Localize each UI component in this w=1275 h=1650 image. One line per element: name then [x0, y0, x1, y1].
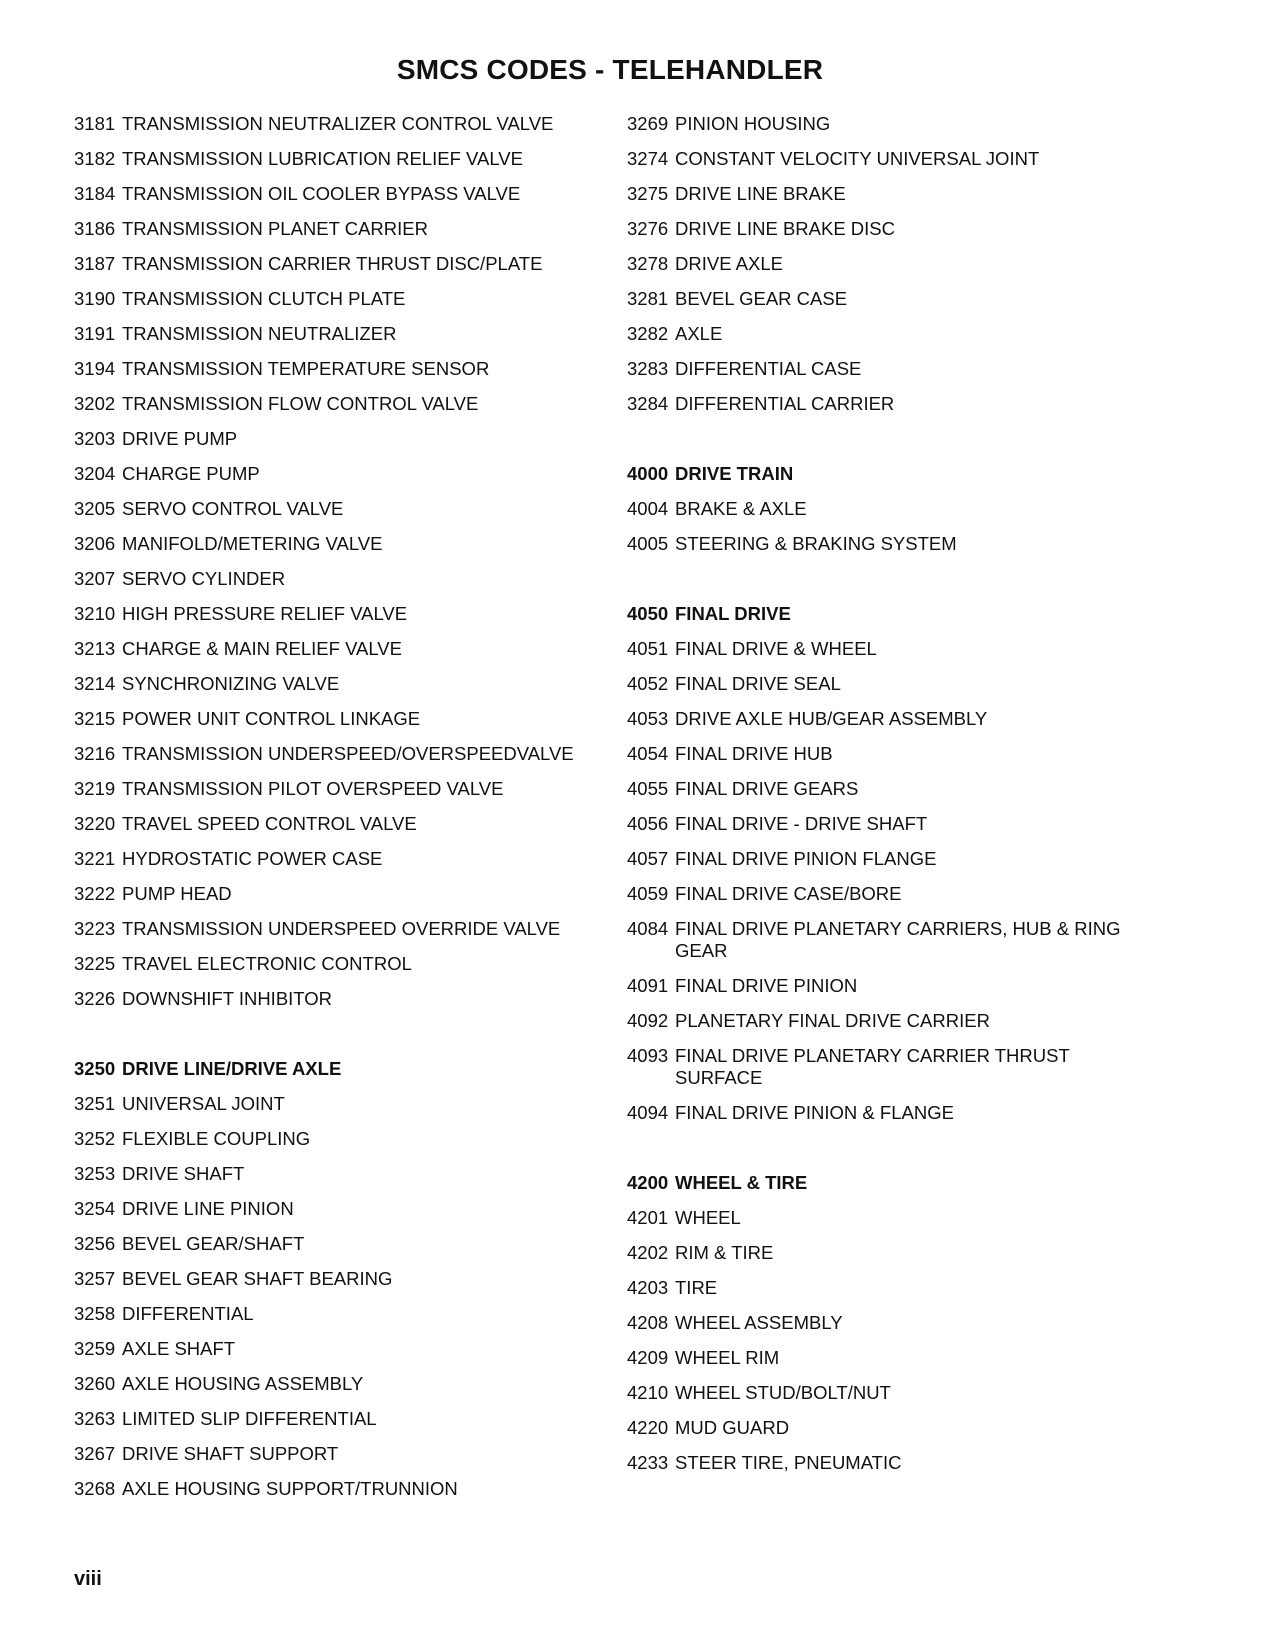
entry-label: FINAL DRIVE CASE/BORE — [675, 883, 902, 904]
entry-code: 3253 — [74, 1163, 116, 1184]
entry-label: FINAL DRIVE - DRIVE SHAFT — [675, 813, 928, 834]
code-entry — [627, 1010, 1147, 1045]
entry-code: 3260 — [74, 1373, 116, 1394]
entry-code: 3226 — [74, 988, 116, 1009]
entry-label: TRANSMISSION CLUTCH PLATE — [122, 288, 406, 309]
code-entry — [627, 1382, 1147, 1417]
code-entry — [627, 1242, 1147, 1277]
entry-code: 3203 — [74, 428, 116, 449]
entry-label: TRANSMISSION UNDERSPEED OVERRIDE VALVE — [122, 918, 561, 939]
entry-code: 3194 — [74, 358, 116, 379]
entry-label: TIRE — [675, 1277, 718, 1298]
entry-code: 4093 — [627, 1045, 669, 1066]
code-entry — [627, 1347, 1147, 1382]
entry-label: TRANSMISSION TEMPERATURE SENSOR — [122, 358, 490, 379]
entry-code: 4004 — [627, 498, 669, 519]
entry-code: 4209 — [627, 1347, 669, 1368]
entry-label: AXLE HOUSING SUPPORT/TRUNNION — [122, 1478, 458, 1499]
entry-code: 4000 — [627, 463, 669, 484]
code-entry — [627, 1207, 1147, 1242]
entry-code: 3252 — [74, 1128, 116, 1149]
entry-label: TRANSMISSION UNDERSPEED/OVERSPEEDVALVE — [122, 743, 574, 764]
entry-code: 4208 — [627, 1312, 669, 1333]
code-entry — [627, 708, 1147, 743]
code-entry — [74, 218, 594, 253]
entry-label: LIMITED SLIP DIFFERENTIAL — [122, 1408, 377, 1429]
code-entry — [74, 953, 594, 988]
entry-code: 3184 — [74, 183, 116, 204]
code-entry — [74, 883, 594, 918]
code-entry — [627, 1045, 1147, 1102]
code-entry — [74, 253, 594, 288]
entry-code: 3283 — [627, 358, 669, 379]
code-entry — [627, 1417, 1147, 1452]
entry-code: 4052 — [627, 673, 669, 694]
entry-label: TRANSMISSION PILOT OVERSPEED VALVE — [122, 778, 504, 799]
code-entry — [627, 533, 1147, 568]
entry-label: DRIVE AXLE HUB/GEAR ASSEMBLY — [675, 708, 988, 729]
entry-label: FINAL DRIVE HUB — [675, 743, 833, 764]
code-entry — [74, 1128, 594, 1163]
entry-code: 4091 — [627, 975, 669, 996]
entry-label: FINAL DRIVE PINION & FLANGE — [675, 1102, 954, 1123]
entry-label: WHEEL — [675, 1207, 741, 1228]
entry-label: TRANSMISSION NEUTRALIZER — [122, 323, 397, 344]
entry-label: UNIVERSAL JOINT — [122, 1093, 285, 1114]
entry-code: 4094 — [627, 1102, 669, 1123]
entry-label: STEERING & BRAKING SYSTEM — [675, 533, 957, 554]
code-entry — [74, 1303, 594, 1338]
entry-code: 3187 — [74, 253, 116, 274]
entry-label: TRAVEL SPEED CONTROL VALVE — [122, 813, 417, 834]
entry-code: 3206 — [74, 533, 116, 554]
code-entry — [627, 673, 1147, 708]
code-entry — [74, 1478, 594, 1513]
entry-code: 3182 — [74, 148, 116, 169]
entry-code: 3275 — [627, 183, 669, 204]
code-entry — [74, 113, 594, 148]
code-entry — [74, 918, 594, 953]
code-entry — [627, 918, 1147, 975]
entry-label: CHARGE & MAIN RELIEF VALVE — [122, 638, 402, 659]
entry-code: 3263 — [74, 1408, 116, 1429]
entry-label: RIM & TIRE — [675, 1242, 774, 1263]
entry-code: 3274 — [627, 148, 669, 169]
entry-code: 3254 — [74, 1198, 116, 1219]
entry-label: PINION HOUSING — [675, 113, 831, 134]
entry-code: 3269 — [627, 113, 669, 134]
entry-code: 4056 — [627, 813, 669, 834]
code-entry — [627, 1312, 1147, 1347]
code-entry — [74, 288, 594, 323]
code-entry — [74, 1233, 594, 1268]
entry-label: DRIVE SHAFT — [122, 1163, 245, 1184]
entry-label: POWER UNIT CONTROL LINKAGE — [122, 708, 421, 729]
entry-label: HYDROSTATIC POWER CASE — [122, 848, 383, 869]
entry-code: 4059 — [627, 883, 669, 904]
entry-code: 4055 — [627, 778, 669, 799]
code-entry — [74, 638, 594, 673]
page-title: SMCS CODES - TELEHANDLER — [396, 54, 824, 85]
entry-label: FLEXIBLE COUPLING — [122, 1128, 311, 1149]
entry-label: HIGH PRESSURE RELIEF VALVE — [122, 603, 408, 624]
entry-code: 3259 — [74, 1338, 116, 1359]
code-entry — [627, 638, 1147, 673]
entry-code: 3222 — [74, 883, 116, 904]
entry-label: SERVO CONTROL VALVE — [122, 498, 344, 519]
code-entry — [627, 148, 1147, 183]
entry-label: PUMP HEAD — [122, 883, 232, 904]
page-number: viii — [74, 1568, 102, 1590]
code-entry — [74, 1408, 594, 1443]
entry-label: DRIVE TRAIN — [675, 463, 794, 484]
code-entry — [74, 323, 594, 358]
section-gap — [627, 428, 1147, 463]
entry-label: PLANETARY FINAL DRIVE CARRIER — [675, 1010, 990, 1031]
code-entry — [74, 463, 594, 498]
entry-code: 3267 — [74, 1443, 116, 1464]
section-gap — [627, 568, 1147, 603]
code-entry — [74, 393, 594, 428]
entry-code: 4200 — [627, 1172, 669, 1193]
entry-code: 3282 — [627, 323, 669, 344]
code-entry — [74, 1373, 594, 1408]
entry-code: 3257 — [74, 1268, 116, 1289]
code-entry — [74, 1443, 594, 1478]
entry-label: TRANSMISSION CARRIER THRUST DISC/PLATE — [122, 253, 543, 274]
entry-code: 4050 — [627, 603, 669, 624]
code-entry — [627, 743, 1147, 778]
entry-code: 3220 — [74, 813, 116, 834]
code-entry — [74, 358, 594, 393]
entry-label: STEER TIRE, PNEUMATIC — [675, 1452, 902, 1473]
entry-label: TRANSMISSION FLOW CONTROL VALVE — [122, 393, 479, 414]
entry-label: FINAL DRIVE PINION — [675, 975, 858, 996]
code-entry — [627, 883, 1147, 918]
code-entry — [74, 498, 594, 533]
code-entry — [627, 1102, 1147, 1137]
section-heading — [627, 1172, 1147, 1207]
code-entry — [74, 778, 594, 813]
code-entry — [627, 848, 1147, 883]
entry-label: WHEEL & TIRE — [675, 1172, 808, 1193]
entry-label: DRIVE AXLE — [675, 253, 783, 274]
entry-label: DRIVE SHAFT SUPPORT — [122, 1443, 339, 1464]
entry-code: 3219 — [74, 778, 116, 799]
entry-code: 3215 — [74, 708, 116, 729]
entry-code: 3213 — [74, 638, 116, 659]
entry-label: TRANSMISSION OIL COOLER BYPASS VALVE — [122, 183, 521, 204]
entry-label: FINAL DRIVE PINION FLANGE — [675, 848, 937, 869]
code-entry — [627, 113, 1147, 148]
entry-label: AXLE SHAFT — [122, 1338, 236, 1359]
code-entry — [74, 428, 594, 463]
code-entry — [627, 1277, 1147, 1312]
left-column — [74, 113, 594, 1513]
entry-label: FINAL DRIVE SEAL — [675, 673, 841, 694]
entry-code: 4053 — [627, 708, 669, 729]
code-entry — [74, 1093, 594, 1128]
entry-label: DIFFERENTIAL CASE — [675, 358, 862, 379]
entry-code: 3202 — [74, 393, 116, 414]
entry-code: 3281 — [627, 288, 669, 309]
entry-code: 4202 — [627, 1242, 669, 1263]
code-entry — [627, 498, 1147, 533]
section-gap — [627, 1137, 1147, 1172]
code-entry — [627, 218, 1147, 253]
entry-label: DRIVE LINE PINION — [122, 1198, 294, 1219]
entry-code: 3258 — [74, 1303, 116, 1324]
entry-label: DRIVE LINE/DRIVE AXLE — [122, 1058, 342, 1079]
section-gap — [74, 1023, 594, 1058]
code-entry — [74, 603, 594, 638]
entry-label: TRANSMISSION PLANET CARRIER — [122, 218, 428, 239]
entry-code: 3191 — [74, 323, 116, 344]
entry-label: CONSTANT VELOCITY UNIVERSAL JOINT — [675, 148, 1040, 169]
code-entry — [627, 288, 1147, 323]
entry-code: 3216 — [74, 743, 116, 764]
entry-label: SYNCHRONIZING VALVE — [122, 673, 340, 694]
entry-code: 4051 — [627, 638, 669, 659]
entry-label: AXLE HOUSING ASSEMBLY — [122, 1373, 364, 1394]
code-entry — [74, 1198, 594, 1233]
entry-code: 3225 — [74, 953, 116, 974]
entry-label: FINAL DRIVE & WHEEL — [675, 638, 877, 659]
entry-code: 3204 — [74, 463, 116, 484]
entry-code: 3278 — [627, 253, 669, 274]
entry-label: TRANSMISSION LUBRICATION RELIEF VALVE — [122, 148, 523, 169]
entry-label: DRIVE LINE BRAKE — [675, 183, 846, 204]
entry-code: 4201 — [627, 1207, 669, 1228]
code-entry — [74, 183, 594, 218]
code-entry — [74, 743, 594, 778]
code-entry — [74, 813, 594, 848]
entry-label: TRANSMISSION NEUTRALIZER CONTROL VALVE — [122, 113, 554, 134]
entry-label: WHEEL ASSEMBLY — [675, 1312, 843, 1333]
entry-code: 4057 — [627, 848, 669, 869]
entry-label: BEVEL GEAR CASE — [675, 288, 848, 309]
entry-code: 3276 — [627, 218, 669, 239]
code-entry — [627, 253, 1147, 288]
code-entry — [74, 1268, 594, 1303]
entry-label: WHEEL STUD/BOLT/NUT — [675, 1382, 891, 1403]
section-heading — [627, 463, 1147, 498]
entry-code: 4220 — [627, 1417, 669, 1438]
code-entry — [74, 848, 594, 883]
entry-code: 3268 — [74, 1478, 116, 1499]
entry-code: 3284 — [627, 393, 669, 414]
code-entry — [627, 183, 1147, 218]
entry-code: 3221 — [74, 848, 116, 869]
entry-label: MUD GUARD — [675, 1417, 790, 1438]
code-entry — [627, 358, 1147, 393]
code-entry — [74, 533, 594, 568]
code-entry — [627, 393, 1147, 428]
section-heading — [74, 1058, 594, 1093]
entry-label: BEVEL GEAR SHAFT BEARING — [122, 1268, 393, 1289]
code-entry — [74, 1338, 594, 1373]
entry-label: BRAKE & AXLE — [675, 498, 807, 519]
code-entry — [627, 975, 1147, 1010]
code-entry — [627, 778, 1147, 813]
code-entry — [74, 673, 594, 708]
entry-label: DIFFERENTIAL CARRIER — [675, 393, 895, 414]
entry-label: WHEEL RIM — [675, 1347, 780, 1368]
entry-code: 4210 — [627, 1382, 669, 1403]
code-entry — [74, 988, 594, 1023]
entry-label: AXLE — [675, 323, 723, 344]
entry-code: 4203 — [627, 1277, 669, 1298]
entry-code: 3214 — [74, 673, 116, 694]
entry-label: SERVO CYLINDER — [122, 568, 286, 589]
entry-code: 3205 — [74, 498, 116, 519]
entry-code: 3190 — [74, 288, 116, 309]
entry-code: 3181 — [74, 113, 116, 134]
code-entry — [74, 148, 594, 183]
entry-code: 3207 — [74, 568, 116, 589]
code-entry — [627, 1452, 1147, 1487]
entry-code: 4233 — [627, 1452, 669, 1473]
entry-label: DIFFERENTIAL — [122, 1303, 254, 1324]
code-entry — [74, 568, 594, 603]
entry-label: DRIVE PUMP — [122, 428, 238, 449]
entry-label: MANIFOLD/METERING VALVE — [122, 533, 383, 554]
code-entry — [627, 813, 1147, 848]
entry-code: 3223 — [74, 918, 116, 939]
code-entry — [627, 323, 1147, 358]
entry-label: DRIVE LINE BRAKE DISC — [675, 218, 896, 239]
entry-code: 3256 — [74, 1233, 116, 1254]
code-entry — [74, 1163, 594, 1198]
entry-label: TRAVEL ELECTRONIC CONTROL — [122, 953, 412, 974]
entry-label: DOWNSHIFT INHIBITOR — [122, 988, 333, 1009]
entry-label: BEVEL GEAR/SHAFT — [122, 1233, 305, 1254]
entry-label: FINAL DRIVE GEARS — [675, 778, 859, 799]
entry-code: 4084 — [627, 918, 669, 939]
entry-code: 3210 — [74, 603, 116, 624]
entry-label: FINAL DRIVE — [675, 603, 791, 624]
entry-code: 3251 — [74, 1093, 116, 1114]
section-heading — [627, 603, 1147, 638]
entry-code: 4092 — [627, 1010, 669, 1031]
entry-code: 3186 — [74, 218, 116, 239]
right-column — [627, 113, 1147, 1487]
code-entry — [74, 708, 594, 743]
entry-label: FINAL DRIVE PLANETARY CARRIER THRUST SURFACE — [675, 1045, 1070, 1088]
entry-label: FINAL DRIVE PLANETARY CARRIERS, HUB & RING GEAR — [675, 918, 1121, 961]
entry-label: CHARGE PUMP — [122, 463, 260, 484]
entry-code: 3250 — [74, 1058, 116, 1079]
entry-code: 4054 — [627, 743, 669, 764]
entry-code: 4005 — [627, 533, 669, 554]
